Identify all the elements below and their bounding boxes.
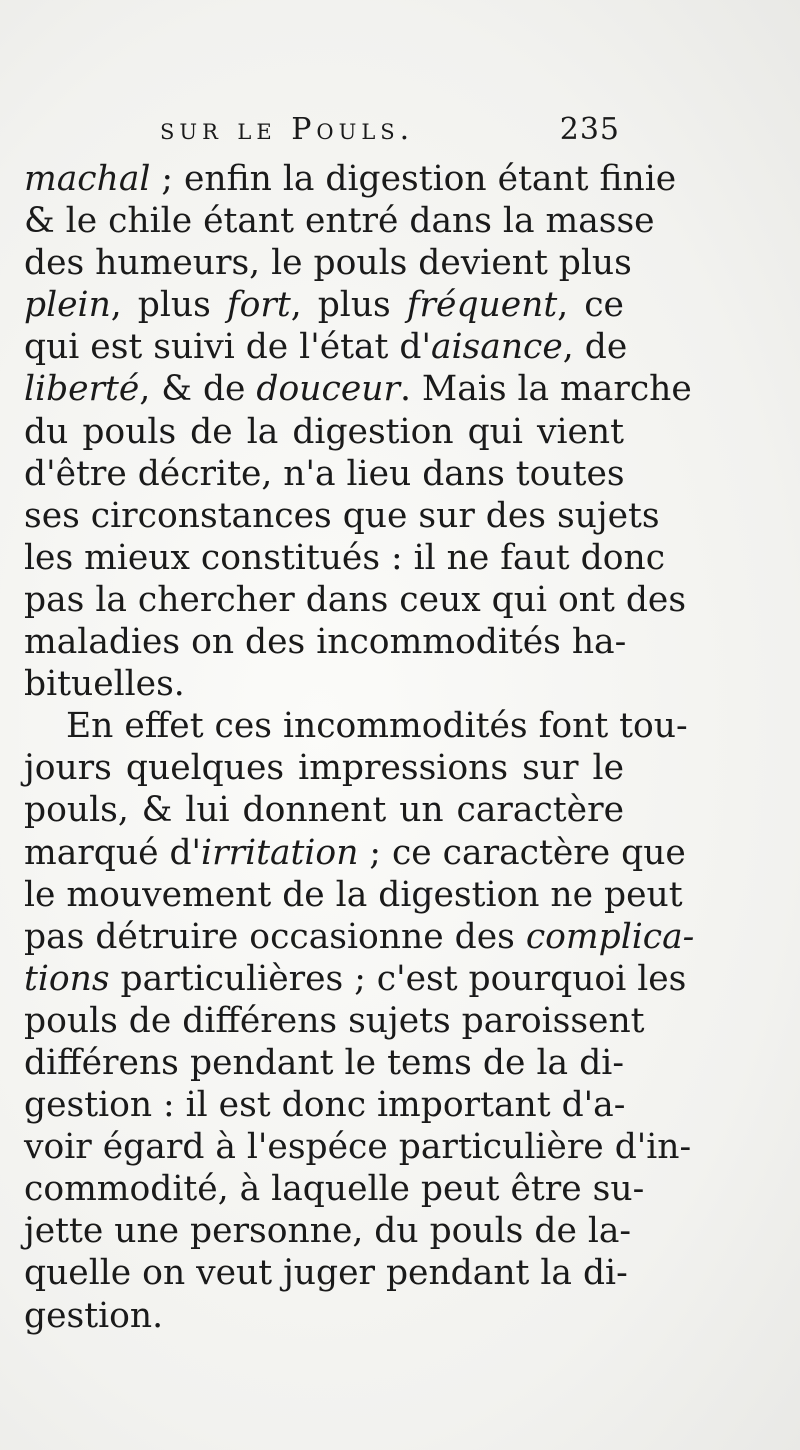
body-text (24, 158, 695, 1337)
text-run: particulières ; c'est pourquoi les (109, 958, 687, 999)
text-line (24, 579, 687, 621)
text-run: pouls de différens sujets paroissent (24, 1000, 645, 1041)
text-run: , & de (139, 369, 257, 410)
text-line (24, 705, 688, 747)
italic-text: liberté (24, 369, 140, 410)
text-line (24, 1168, 645, 1210)
text-line (24, 537, 666, 579)
italic-text: fréquent (406, 285, 558, 326)
text-run: marqué d' (24, 832, 202, 873)
text-run: jette une personne, du pouls de la- (24, 1211, 632, 1252)
text-run: quelle on veut juger pendant la di- (24, 1253, 628, 1294)
text-run: commodité, à laquelle peut être su- (24, 1169, 645, 1210)
text-run: jours quelques impressions sur le (24, 748, 624, 789)
text-run: différens pendant le tems de la di- (24, 1042, 624, 1083)
text-run: pouls, & lui donnent un caractère (24, 790, 624, 831)
text-line (24, 663, 624, 705)
text-run: voir égard à l'espéce particulière d'in- (24, 1127, 692, 1168)
text-run: ; ce caractère que (358, 832, 686, 873)
text-run: des humeurs, le pouls devient plus (24, 243, 632, 284)
italic-text: plein (24, 285, 111, 326)
text-line (24, 242, 632, 284)
text-line (24, 326, 628, 368)
running-title: sur le Pouls. (160, 112, 415, 147)
page-number: 235 (559, 112, 620, 147)
text-line (24, 1210, 632, 1252)
text-line (24, 621, 627, 663)
italic-text: fort (226, 285, 291, 326)
text-run: ses circonstances que sur des sujets (24, 495, 660, 536)
italic-text: douceur (256, 369, 400, 410)
text-line (24, 1084, 624, 1126)
text-run: le mouvement de la digestion ne peut (24, 874, 683, 915)
text-run: , plus (290, 285, 407, 326)
text-line (24, 1126, 692, 1168)
text-line (24, 1295, 624, 1337)
italic-text: complica- (525, 916, 695, 957)
text-line (24, 1042, 624, 1084)
text-run: En effet ces incommodités font tou- (66, 706, 688, 747)
italic-text: machal (24, 159, 151, 199)
text-run: , de (562, 327, 628, 368)
text-line (24, 916, 695, 958)
italic-text: irritation (201, 832, 359, 873)
running-header (160, 112, 620, 152)
text-line (24, 958, 687, 1000)
text-run: qui est suivi de l'état d' (24, 327, 431, 368)
text-run: ; enfin la digestion étant finie (150, 159, 677, 199)
paragraph (24, 705, 695, 1336)
text-line (24, 789, 624, 831)
text-line (24, 747, 624, 789)
text-run: bituelles. (24, 664, 185, 705)
text-line (24, 1000, 645, 1042)
text-line (24, 284, 624, 326)
text-run: pas la chercher dans ceux qui ont des (24, 579, 687, 620)
text-line (24, 368, 692, 410)
text-line (24, 874, 683, 916)
text-line (24, 411, 624, 453)
paragraph (24, 158, 692, 705)
text-line (24, 1252, 628, 1294)
italic-text: tions (24, 958, 110, 999)
text-run: maladies on des incommodités ha- (24, 622, 627, 663)
text-run: , ce (557, 285, 624, 326)
text-run: gestion. (24, 1295, 164, 1336)
text-line (24, 158, 677, 200)
text-line (24, 495, 660, 537)
text-line (24, 832, 686, 874)
text-line (24, 453, 624, 495)
text-run: , plus (110, 285, 227, 326)
text-run: & le chile étant entré dans la masse (24, 201, 655, 242)
text-run: gestion : il est donc important d'a- (24, 1085, 626, 1126)
text-run: . Mais la marche (399, 369, 692, 410)
text-run: d'être décrite, n'a lieu dans toutes (24, 453, 625, 494)
text-line (24, 200, 655, 242)
italic-text: aisance (430, 327, 563, 368)
text-run: du pouls de la digestion qui vient (24, 411, 624, 452)
text-run: pas détruire occasionne des (24, 916, 526, 957)
text-run: les mieux constitués : il ne faut donc (24, 537, 666, 578)
